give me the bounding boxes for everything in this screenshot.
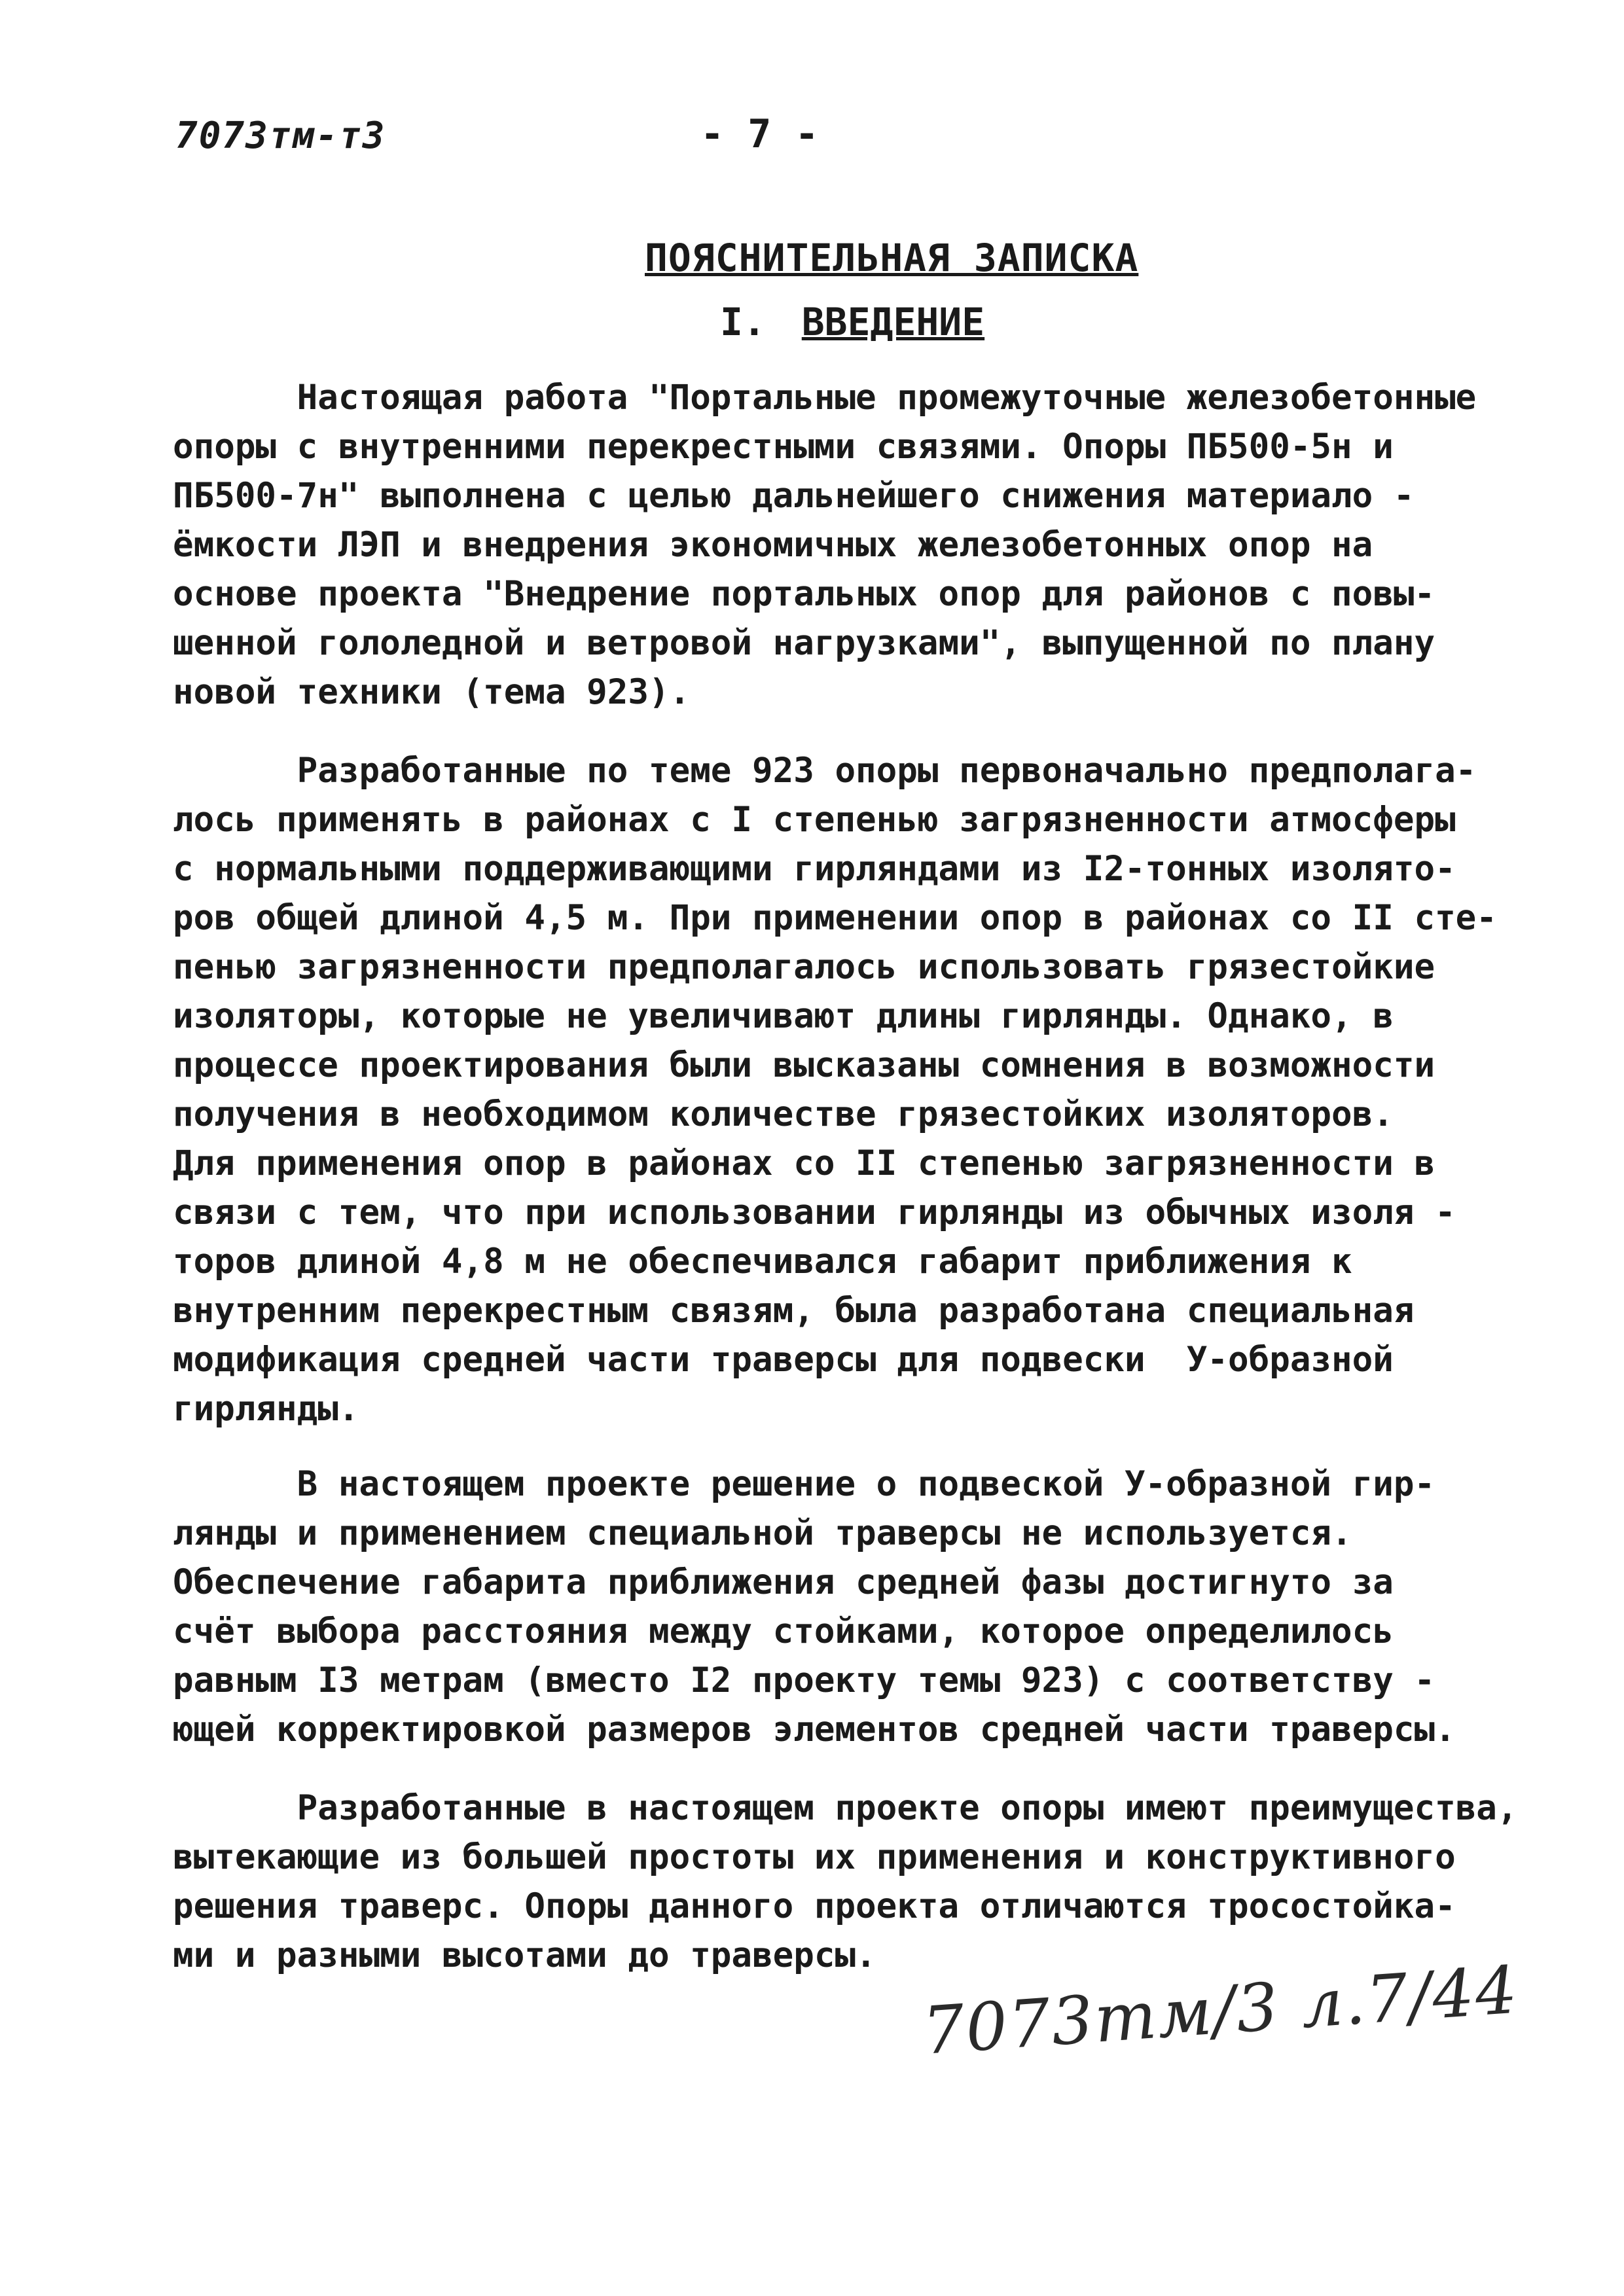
text-line: вытекающие из большей простоты их применения и конструктивного (173, 1837, 1456, 1877)
text-line: ПБ500-7н" выполнена с целью дальнейшего снижения материало - (173, 476, 1415, 516)
text-line: ми и разными высотами до траверсы. (173, 1935, 876, 1975)
text-line: ющей корректировкой размеров элементов средней части траверсы. (173, 1710, 1456, 1749)
text-line: с нормальными поддерживающими гирляндами из I2-тонных изолято- (173, 849, 1456, 889)
document-title: ПОЯСНИТЕЛЬНАЯ ЗАПИСКА (645, 236, 1139, 280)
text-line: счёт выбора расстояния между стойками, которое определилось (173, 1611, 1394, 1651)
text-line: В настоящем проекте решение о подвеской У-образной гир- (173, 1464, 1435, 1504)
text-line: ров общей длиной 4,5 м. При применении опор в районах со II сте- (173, 898, 1497, 938)
text-line: основе проекта "Внедрение портальных опор для районов с повы- (173, 574, 1435, 614)
text-line: шенной гололедной и ветровой нагрузками", выпущенной по плану (173, 623, 1435, 663)
text-line: пенью загрязненности предполагалось использовать грязестойкие (173, 947, 1435, 987)
section-number: I. (720, 300, 766, 344)
text-line: торов длиной 4,8 м не обеспечивался габарит приближения к (173, 1242, 1352, 1282)
text-line: гирлянды. (173, 1389, 359, 1429)
text-line: ёмкости ЛЭП и внедрения экономичных железобетонных опор на (173, 525, 1373, 565)
text-line: изоляторы, которые не увеличивают длины гирлянды. Однако, в (173, 996, 1394, 1036)
text-line: связи с тем, что при использовании гирлянды из обычных изоля - (173, 1193, 1456, 1232)
text-line: новой техники (тема 923). (173, 672, 691, 712)
text-line: Настоящая работа "Портальные промежуточные железобетонные (173, 378, 1477, 418)
text-line: Обеспечение габарита приближения средней фазы достигнуто за (173, 1562, 1394, 1602)
text-line: Разработанные по теме 923 опоры первоначально предполага- (173, 751, 1477, 791)
section-heading (720, 300, 984, 344)
page-number: - 7 - (700, 111, 819, 157)
text-line: Разработанные в настоящем проекте опоры имеют преимущества, (173, 1788, 1518, 1828)
text-line: внутренним перекрестным связям, была разработана специальная (173, 1291, 1415, 1331)
text-line: равным I3 метрам (вместо I2 проекту темы 923) с соответству - (173, 1660, 1435, 1700)
text-line: Для применения опор в районах со II степенью загрязненности в (173, 1143, 1435, 1183)
paragraph-1 (173, 373, 1475, 717)
section-title: ВВЕДЕНИЕ (801, 300, 985, 344)
text-line: опоры с внутренними перекрестными связями. Опоры ПБ500-5н и (173, 427, 1394, 467)
text-line: лянды и применением специальной траверсы не используется. (173, 1513, 1352, 1553)
text-line: получения в необходимом количестве грязестойких изоляторов. (173, 1094, 1394, 1134)
text-line: лось применять в районах с I степенью загрязненности атмосферы (173, 800, 1456, 840)
text-line: процессе проектирования были высказаны сомнения в возможности (173, 1045, 1435, 1085)
paragraph-2 (173, 746, 1497, 1433)
handwritten-archive-note: 7073тм/3 л.7/44 (920, 1951, 1521, 2070)
text-line: решения траверс. Опоры данного проекта отличаются тросостойка- (173, 1886, 1456, 1926)
paragraph-4 (173, 1784, 1518, 1980)
text-line: модификация средней части траверсы для подвески У-образной (173, 1340, 1394, 1380)
paragraph-3 (173, 1460, 1475, 1754)
document-code: 7073тм-т3 (175, 115, 386, 157)
